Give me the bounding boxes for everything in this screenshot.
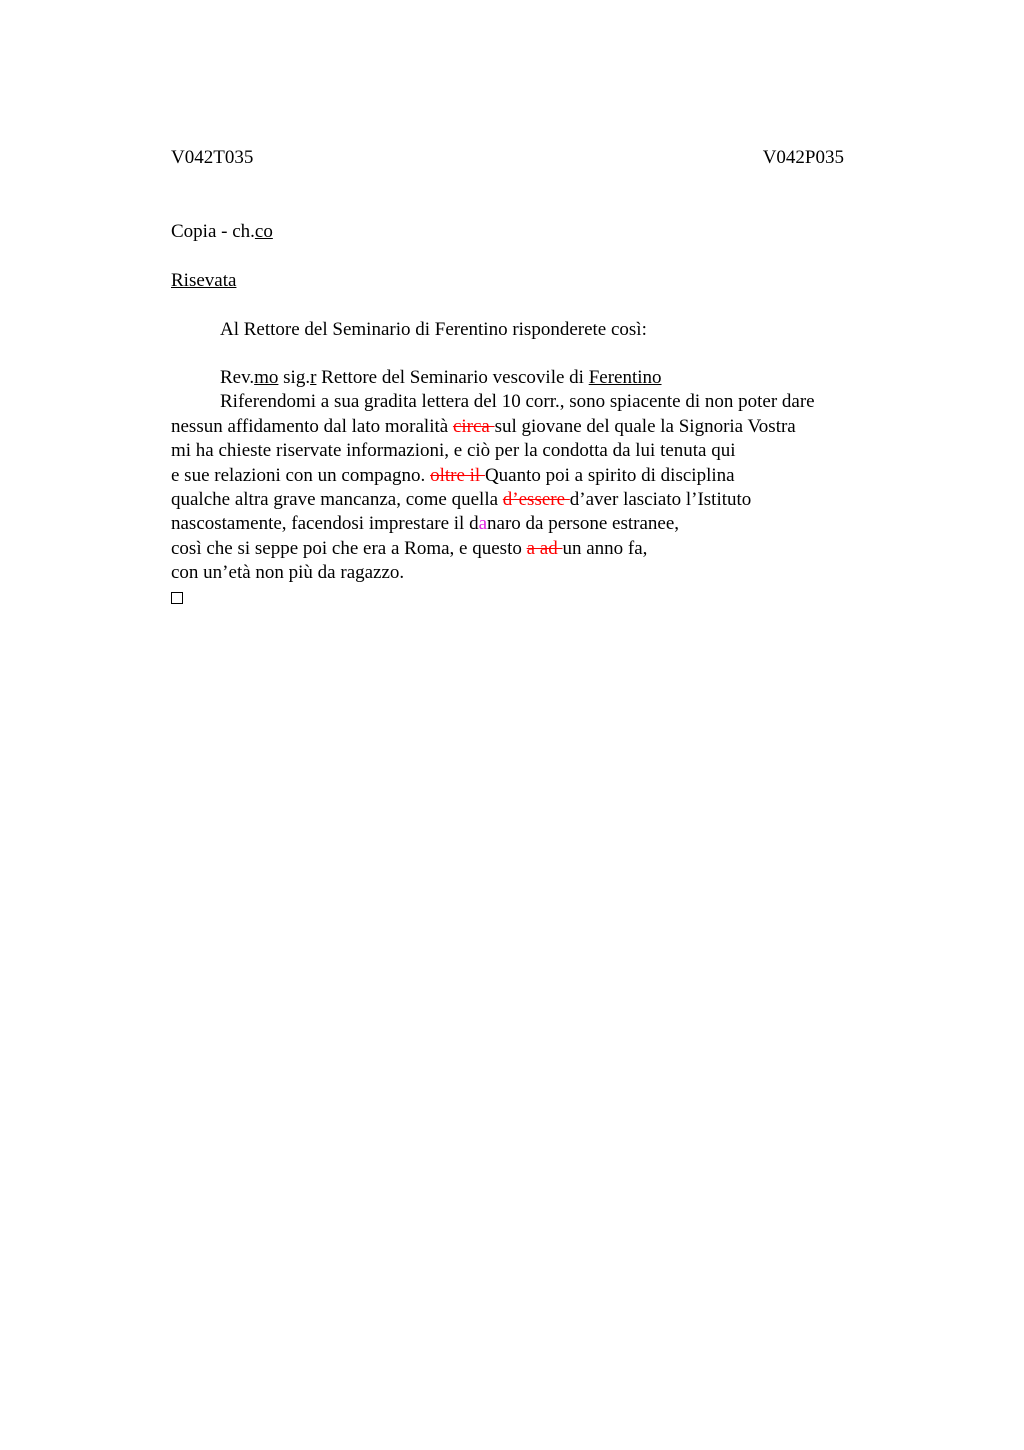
letter-line-4-a: e sue relazioni con un compagno. [171, 464, 431, 486]
salutation-r: r [310, 367, 317, 388]
letter-line-5-a: qualche altra grave mancanza, come quella [171, 489, 503, 511]
deletion-mark: oltre il [430, 464, 485, 486]
letter-line-6 [171, 512, 871, 536]
salutation-mo: mo [254, 367, 279, 388]
letter-line-7-a: così che si seppe poi che era a Roma, e questo [171, 537, 527, 559]
letter-line-3: mi ha chieste riservate informazioni, e ciò per la condotta da lui tenuta qui [171, 440, 736, 462]
letter-line-7-b: un anno fa, [562, 537, 648, 559]
letter-line-4 [171, 464, 871, 488]
letter-line-6-a: nascostamente, facendosi imprestare il d [171, 513, 479, 535]
letter-line-7 [171, 537, 871, 561]
end-marker [171, 586, 871, 611]
letter-line-5 [171, 488, 871, 512]
salutation-sig: sig. [278, 367, 311, 388]
letter-body [171, 366, 871, 611]
deletion-mark: a ad [526, 537, 563, 559]
insertion-mark: a [478, 513, 488, 535]
copy-note [171, 220, 273, 244]
letter-line-2 [171, 415, 871, 439]
copy-note-prefix: Copia - ch. [171, 221, 255, 242]
letter-line-5-b: d’aver lasciato l’Istituto [569, 489, 752, 511]
confidential-label: Risevata [171, 270, 237, 291]
salutation-rev: Rev. [220, 367, 255, 388]
letter-line-1: Riferendomi a sua gradita lettera del 10 corr., sono spiacente di non poter dare [220, 391, 815, 413]
copy-note-underlined: co [254, 221, 273, 242]
salutation-middle: Rettore del Seminario vescovile di [316, 367, 589, 388]
letter-line-6-b: naro da persone estranee, [487, 513, 680, 535]
letter-line-8: con un’età non più da ragazzo. [171, 562, 405, 584]
document-code-left: V042T035 [171, 147, 254, 168]
letter-line-4-b: Quanto poi a spirito di disciplina [484, 464, 735, 486]
instruction-line: Al Rettore del Seminario di Ferentino risponderete così: [220, 319, 647, 340]
deletion-mark: d’essere [502, 489, 570, 511]
salutation-place: Ferentino [588, 367, 662, 388]
document-code-right: V042P035 [762, 147, 844, 168]
letter-line-2-a: nessun affidamento dal lato moralità [171, 415, 453, 437]
salutation-line [171, 366, 871, 390]
letter-line-2-b: sul giovane del quale la Signoria Vostra [494, 415, 796, 437]
deletion-mark: circa [452, 415, 495, 437]
square-box-icon [171, 592, 183, 604]
